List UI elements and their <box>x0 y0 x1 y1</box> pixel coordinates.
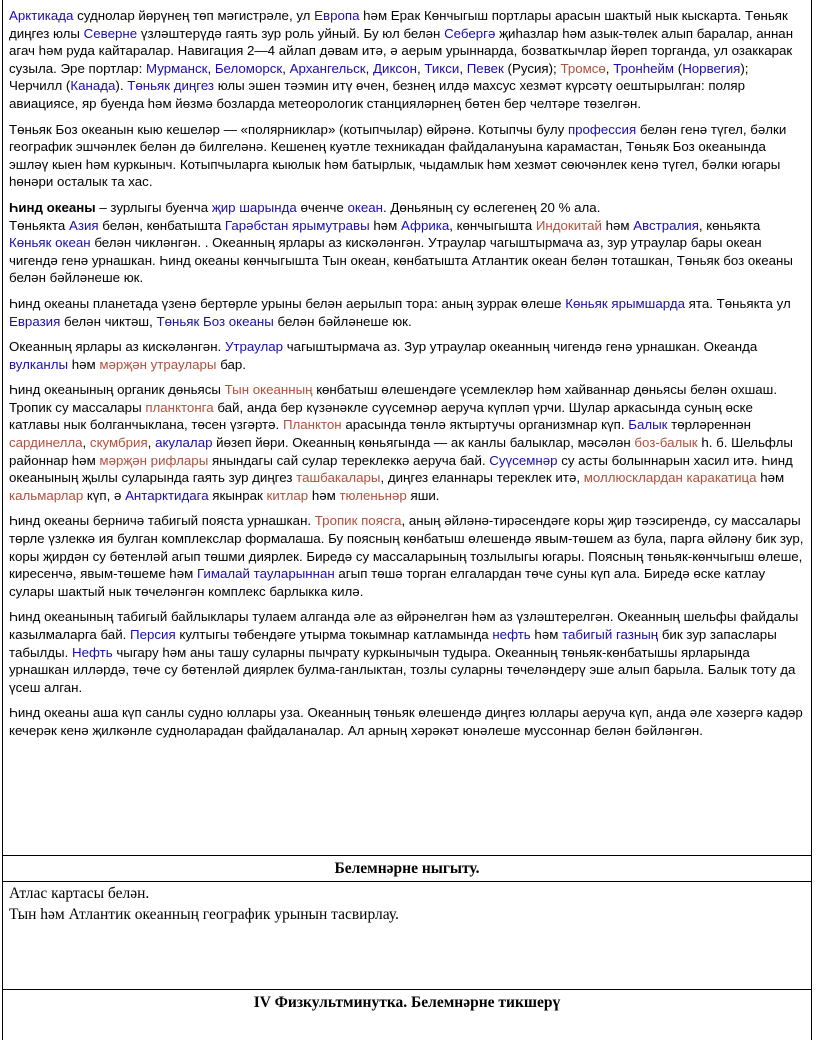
text-run: ); Черчилл ( <box>9 60 749 94</box>
hyperlink[interactable]: җир шарында <box>211 199 297 215</box>
hyperlink[interactable]: Мурманск <box>145 60 208 76</box>
hyperlink[interactable]: Утраулар <box>224 339 284 355</box>
footer-heading: IV Физкультминутка. Белемнәрне тикшерү <box>253 994 561 1011</box>
hyperlink[interactable]: Евразия <box>9 313 61 329</box>
task-line: Атлас картасы белән. <box>9 885 150 902</box>
text-run: һәм Ерак Көнчыгыш портлары арасын шактый нык кыскарта. Төньяк диңгез юлы <box>9 8 788 41</box>
paragraph-geographic-position <box>9 295 805 330</box>
lesson-table <box>2 0 812 1040</box>
text-run: чыгару һәм аны ташу суларны пычрату куркынычын тудыра. Океанның төньяк-көнбатышы ярларында урнашкан илләрдә, төче су бөтенләй диярлек булма-ганлыктан, тозлы суларны төчеләндерү эше алып барыла. Балык тоту да үсеш алган. <box>9 644 796 695</box>
missing-page-link[interactable]: мәрҗән утраулары <box>99 356 217 372</box>
missing-page-link[interactable]: мәрҗән рифлары <box>99 452 209 468</box>
text-run: белән бәйләнеше юк. <box>273 313 412 329</box>
paragraph-natural-resources <box>9 608 805 696</box>
hyperlink[interactable]: Гималай тауларыннан <box>196 566 335 582</box>
hyperlink[interactable]: Азия <box>69 217 99 233</box>
hyperlink[interactable]: Австралия <box>633 217 699 233</box>
text-run: төрләреннән <box>667 417 751 433</box>
hyperlink[interactable]: Певек <box>466 60 504 76</box>
paragraph-indian-ocean-intro <box>9 199 805 287</box>
text-run: һәм <box>601 217 634 233</box>
hyperlink[interactable]: Африка <box>400 217 450 233</box>
reading-text-cell <box>3 0 811 856</box>
hyperlink[interactable]: Төньяк Боз океаны <box>156 313 274 329</box>
text-run: , <box>207 60 215 76</box>
text-run: ята. Төньякта ул <box>684 295 791 311</box>
text-run: чагыштырмача аз. Зур утраулар океанның чигендә генә урнашкан. Океанда <box>283 339 758 355</box>
text-run: , көнчыгышта <box>449 217 536 233</box>
hyperlink[interactable]: Северне <box>83 25 138 41</box>
hyperlink[interactable]: Норвегия <box>682 60 741 76</box>
hyperlink[interactable]: океан <box>347 199 384 215</box>
text-run: Төньяк Боз океанын кыю кешеләр — «полярниклар» (котыпчылар) өйрәнә. Котыпчы булу <box>9 121 568 137</box>
text-run: , аның әйләнә-тирәсендәге коры җир тәэсирендә, су массалары төрле үзлеккә ия булган комплекслар формалаша. Бу поясның көнбатыш өлешендә явым-төшем аз була, парга әйләну бик зур, коры җирдән су бөтенләй агып төшми диярлек. Биредә су массаларының тозлылыгы югары. Поясның төньяк-көнчыгыш өлеше, киресенчә, явым-төшеме һәм <box>9 513 804 582</box>
text-run: ). <box>115 78 128 94</box>
text-run: янындагы сай сулар тереклеккә аеруча бай. <box>208 452 490 468</box>
text-run: һәм <box>369 217 401 233</box>
text-run: Һинд океаны планетада үзенә бертөрле урыны белән аерылып тора: аның зуррак өлеше <box>9 295 566 311</box>
hyperlink[interactable]: Төньяк диңгез <box>127 78 215 94</box>
missing-page-link[interactable]: ташбакалары <box>296 470 381 486</box>
text-run: , <box>416 60 425 76</box>
missing-page-link[interactable]: китлар <box>266 487 309 503</box>
text-run: , <box>82 435 90 451</box>
hyperlink[interactable]: табигый газның <box>562 627 659 642</box>
hyperlink[interactable]: нефть <box>492 627 531 642</box>
text-run: белән генә түгел, бәлки географик эшчәнлек белән дә билгеләнә. Кешенең куәтле техникадан файдалануына карамастан, Төньяк Боз океанында эшләү кыен һәм куркыныч. Котыпчыларга кыюлык һәм батырлык, чыдамлык һәм хезмәт сөючәнлек кенә түгел, бәлки югары һөнәри осталык та хас. <box>9 121 787 190</box>
text-run: , <box>605 60 614 76</box>
task-cell <box>3 882 811 990</box>
hyperlink[interactable]: Гарәбстан ярымутравы <box>224 217 370 233</box>
hyperlink[interactable]: Балык <box>628 417 668 433</box>
hyperlink[interactable]: Көньяк океан <box>9 235 91 251</box>
hyperlink[interactable]: Тикси <box>424 60 460 76</box>
text-run: , диңгез еланнары тереклек итә, <box>380 470 584 486</box>
missing-page-link[interactable]: Тромсө <box>560 60 606 76</box>
text-run: бик зур запаслары табылды. <box>9 627 777 660</box>
missing-page-link[interactable]: моллюсклардан каракатица <box>583 470 757 486</box>
text-run: бар. <box>216 356 246 372</box>
text-run: Һинд океаны берничә табигый пояста урнашкан. <box>9 513 315 529</box>
text-run: белән чикләнгән. . Океанның ярлары аз кискәләнгән. Утраулар чагыштырмача аз, зур утраулар бары океан чигендә генә урнашкан. Һинд океаны көнчыгышта Тын океан, көнбатышта Атлантик океан белән тоташкан, Төньяк боз океаны белән бәйләнеше юк. <box>9 235 793 286</box>
missing-page-link[interactable]: Тын океанның <box>224 382 313 398</box>
text-run: Океанның ярлары аз кискәләнгән. <box>9 339 225 355</box>
text-run: , <box>147 435 156 451</box>
hyperlink[interactable]: профессия <box>567 121 637 137</box>
text-run: күп, ә <box>83 487 126 503</box>
text-run: , <box>282 60 290 76</box>
hyperlink[interactable]: Нефть <box>71 644 113 660</box>
hyperlink[interactable]: Антарктидага <box>125 487 209 503</box>
missing-page-link[interactable]: скумбрия <box>89 435 148 451</box>
text-run: җиһазлар һәм азык-төлек алып баралар, аннан агач һәм руда кайтаралар. Навигация 2—4 айлап дәвам итә, ә аерым урыннарда, бозваткычлар йөреп торганда, ул озаккарак сузыла. Эре портлар: <box>9 25 794 76</box>
text-run: суднолар йөрүнең төп мәгистрәле, ул <box>73 8 315 23</box>
text-run: көнбатыш өлешендәге үсемлекләр һәм хайваннар дөньясы белән охшаш. Тропик су массалары <box>9 382 778 415</box>
text-run: өченче <box>296 199 348 215</box>
paragraph-shipping-routes <box>9 704 805 739</box>
text-run: , <box>459 60 467 76</box>
paragraph-northern-sea-route <box>9 7 805 113</box>
missing-page-link[interactable]: Тропик поясга <box>314 513 402 529</box>
text-run: култыгы төбендәге утырма токымнар катламында <box>175 627 493 642</box>
text-run: юлы эшен тәэмин итү өчен, безнең илдә махсус хезмәт күрсәтү оешты​рылган: поляр авиациясе, яр буенда һәм йөзмә бозларда метеорологик станцияләрнең бөтен бер челтәре төзелгән. <box>9 78 746 111</box>
paragraph-organic-world <box>9 381 805 504</box>
text-run: белән, көнбатышта <box>98 217 225 233</box>
text-run: ( <box>674 60 683 76</box>
hyperlink[interactable]: Көньяк ярымшарда <box>565 295 685 311</box>
text-run: якынрак <box>208 487 267 503</box>
text-run: Һинд океанының табигый байлыклары тулаем алганда әле аз өйрәнелгән һәм аз үзләштерелгән. Океанның шельфы файдалы казылмаларга бай. <box>9 609 799 642</box>
text-run: . Дөньяның су өслегенең 20 % ала. <box>383 199 601 215</box>
missing-page-link[interactable]: кальмарлар <box>9 487 84 503</box>
hyperlink[interactable]: Диксон <box>373 60 417 76</box>
hyperlink[interactable]: Суүсемнәр <box>489 452 558 468</box>
hyperlink[interactable]: Тронһейм <box>613 60 675 76</box>
missing-page-link[interactable]: тюленьнәр <box>339 487 407 503</box>
missing-page-link[interactable]: сардинелла <box>9 435 83 451</box>
hyperlink[interactable]: Европа <box>314 8 360 23</box>
missing-page-link[interactable]: планктонга <box>145 399 214 415</box>
missing-page-link[interactable]: Планктон <box>282 417 342 433</box>
missing-page-link[interactable]: Индокитай <box>535 217 602 233</box>
text-run: , <box>365 60 374 76</box>
text-run: үзләштерүдә гаять зур роль уйный. Бу юл белән <box>137 25 445 41</box>
task-line: Тын һәм Атлантик океанның географик урынын тасвирлау. <box>9 906 399 923</box>
text-run: Төньякта <box>9 217 69 233</box>
hyperlink[interactable]: Архангельск <box>289 60 366 76</box>
bold-term: Һинд океаны <box>9 199 96 215</box>
text-run: белән чиктәш, <box>60 313 157 329</box>
hyperlink[interactable]: Персия <box>130 627 176 642</box>
text-run: (Русия); <box>503 60 561 76</box>
hyperlink[interactable]: вулканлы <box>9 356 69 372</box>
paragraph-polar-explorers <box>9 121 805 191</box>
hyperlink[interactable]: Арктикада <box>9 8 74 23</box>
text-run: су асты болынна​рын хасил итә. Һинд океанының җылы суларында гаять зур диңгез <box>9 452 793 486</box>
text-run: – зурлыгы буенча <box>95 199 212 215</box>
text-run: Һинд океанының органик дөньясы <box>9 382 225 398</box>
text-run: Һинд океаны аша күп санлы судно юллары уза. Океанның төньяк өлешендә диңгез юллары аеруча күп, анда әле хәзергә кадәр кечерәк кенә җилкәнле судноларадан файдаланалар. Ал арның хәрәкәт юнәлеше муссоннар белән бәйләнгән. <box>9 705 803 738</box>
missing-page-link[interactable]: боз-балык <box>634 435 698 451</box>
text-run: йөзеп йөри. Океанның көньягында — ак канлы балыклар, мәсәлән <box>212 435 635 451</box>
text-run: арасында төнлә яктыртучы организмнар күп. <box>341 417 629 433</box>
text-run: һәм <box>68 356 100 372</box>
paragraph-natural-zones <box>9 512 805 600</box>
hyperlink[interactable]: Канада <box>70 78 116 94</box>
text-run: һәм <box>530 627 563 642</box>
text-run: бай, анда бер күзәнәкле су​үсемнәр аеруча күпләп үрчи. Шулар аркасында суның өске катлавы нык болганчыклана, төсен үзгәртә. <box>9 399 753 433</box>
text-run: яши. <box>406 487 440 503</box>
hyperlink[interactable]: Себергә <box>444 25 496 41</box>
text-run: , көньякта <box>698 217 761 233</box>
hyperlink[interactable]: акулалар <box>155 435 213 451</box>
text-run: һ. б. Шельфлы районнар һәм <box>9 435 793 468</box>
text-run: агып төшә торган елгалардан төче суны күп ала. Биредә өске катлау сулары шактый нык төчеләнгән комплекс барлыкка килә. <box>9 566 766 599</box>
text-run: һәм <box>756 470 785 486</box>
paragraph-islands <box>9 338 805 373</box>
hyperlink[interactable]: Беломорск <box>214 60 283 76</box>
text-run: һәм <box>308 487 340 503</box>
section-heading: Белемнәрне ныгыту. <box>3 856 811 882</box>
